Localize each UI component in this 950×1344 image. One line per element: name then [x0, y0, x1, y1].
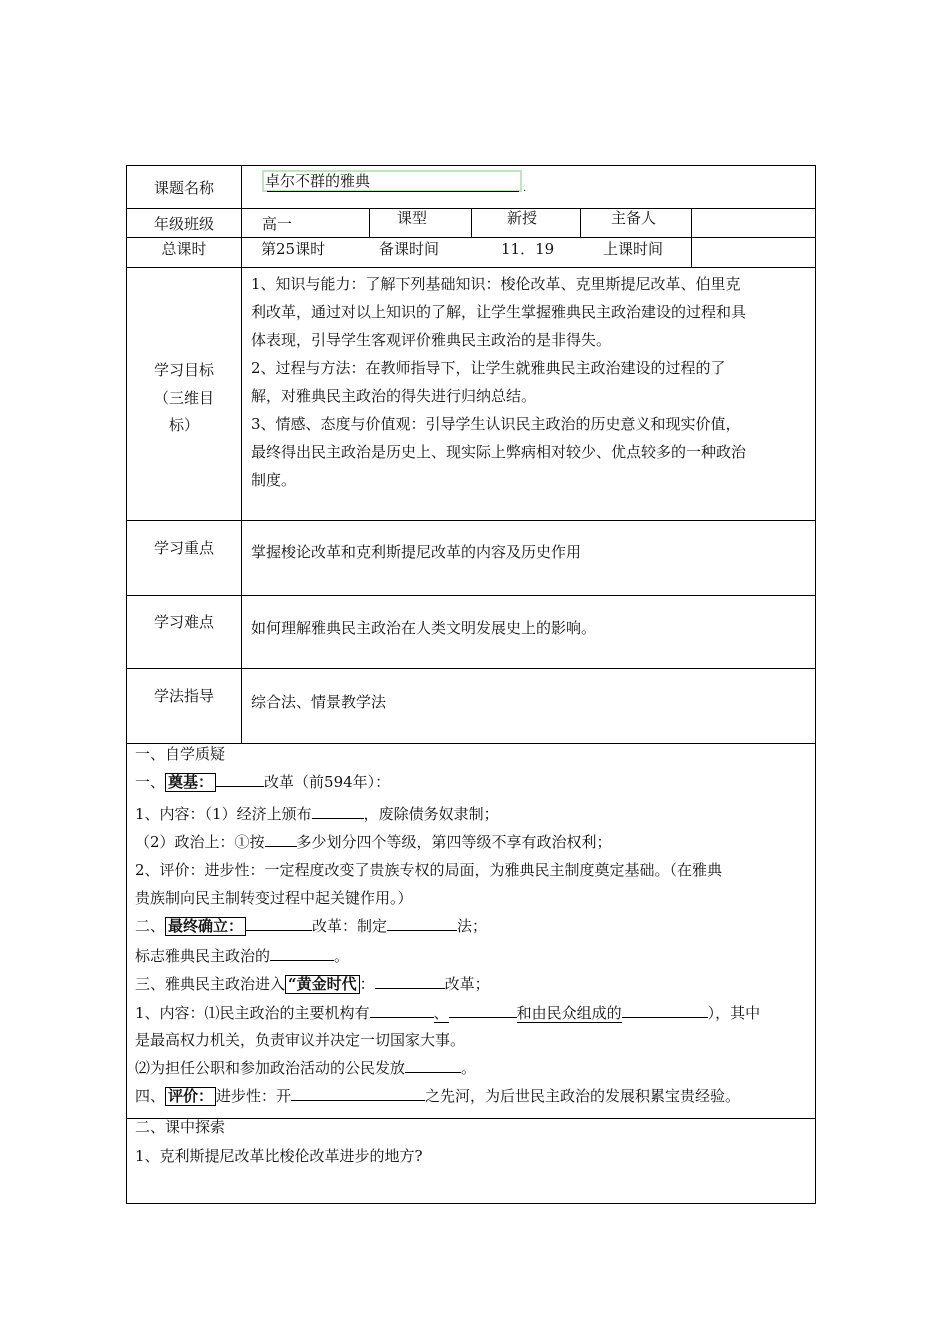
- column-divider: [580, 208, 581, 237]
- prep-time-label: 备课时间: [379, 240, 440, 258]
- total-label: 总课时: [161, 240, 207, 258]
- fill-blank[interactable]: [375, 974, 445, 989]
- topic-label: 课题名称: [153, 179, 214, 197]
- fill-blank[interactable]: [291, 1086, 425, 1101]
- fill-blank[interactable]: [405, 1058, 461, 1073]
- lesson-plan-table: [126, 165, 816, 1204]
- text-segment: 。: [334, 947, 350, 965]
- text-segment: 标志雅典民主政治的: [135, 947, 271, 965]
- method-label: 学法指导: [153, 687, 214, 705]
- item-suffix: 改革（前594年）：: [264, 773, 391, 791]
- text-segment: ⑵为担任公职和参加政治活动的公民发放: [135, 1059, 406, 1077]
- fill-blank[interactable]: [265, 832, 297, 847]
- goals-line: 最终得出民主政治是历史上、现实际上弊病相对较少、优点较多的一种政治: [251, 443, 747, 461]
- row-divider: [127, 520, 815, 521]
- goals-label: （三维目: [153, 389, 214, 407]
- goals-line: 体表现，引导学生客观评价雅典民主政治的是非得失。: [251, 331, 612, 349]
- fill-blank[interactable]: [370, 1003, 434, 1018]
- item-prefix: 三、雅典民主政治进入: [135, 975, 286, 993]
- self-study-content-line: [135, 1003, 760, 1023]
- column-divider: [241, 166, 242, 743]
- self-study-content-line: 是最高权力机关，负责审议并决定一切国家大事。: [135, 1031, 466, 1049]
- self-study-eval-line: 贵族制向民主制转变过程中起关键作用。）: [135, 889, 413, 907]
- explore-question: 1、克利斯提尼改革比梭伦改革进步的地方?: [135, 1147, 423, 1165]
- text-segment: ：: [359, 975, 375, 993]
- row-divider: [127, 595, 815, 596]
- fill-blank[interactable]: [449, 1003, 517, 1018]
- text-segment: ，废除债务奴隶制；: [363, 805, 499, 823]
- highlight-box: 评价：: [165, 1087, 216, 1106]
- row-divider: [127, 743, 815, 744]
- prep-time-value: 11．19: [501, 240, 555, 258]
- row-divider: [127, 668, 815, 669]
- self-study-heading: 一、自学质疑: [135, 745, 226, 763]
- class-time-label: 上课时间: [603, 240, 664, 258]
- row-divider: [127, 1118, 815, 1119]
- goals-line: 2、过程与方法：在教师指导下，让学生就雅典民主政治建设的过程的了: [251, 359, 726, 377]
- grade-label: 年级班级: [153, 215, 214, 233]
- self-study-pay-line: [135, 1058, 476, 1078]
- type-label: 课型: [397, 209, 428, 227]
- self-study-eval-line: 2、评价：进步性：一定程度改变了贵族专权的局面，为雅典民主制度奠定基础。（在雅典: [135, 861, 723, 879]
- goals-line: 解，对雅典民主政治的得失进行归纳总结。: [251, 387, 537, 405]
- text-segment: 和由民众组成的: [516, 1004, 622, 1022]
- goals-line: 制度。: [251, 471, 297, 489]
- preparer-label: 主备人: [611, 209, 657, 227]
- row-divider: [127, 237, 815, 238]
- item-prefix: 四、: [135, 1087, 166, 1105]
- text-segment: 多少划分四个等级，第四等级不享有政治权利；: [296, 833, 612, 851]
- column-divider: [471, 208, 472, 237]
- fill-blank[interactable]: [622, 1003, 708, 1018]
- column-divider: [691, 208, 692, 267]
- goals-line: 1、知识与能力：了解下列基础知识：梭伦改革、克里斯提尼改革、伯里克: [251, 275, 741, 293]
- goals-line: 3、情感、态度与价值观：引导学生认识民主政治的历史意义和现实价值，: [251, 415, 741, 433]
- text-segment: ），其中: [707, 1004, 761, 1022]
- key-point-label: 学习重点: [153, 539, 214, 557]
- method-value: 综合法、情景教学法: [251, 693, 387, 711]
- total-value: 第25课时: [261, 240, 326, 258]
- self-study-content-line: [135, 804, 499, 824]
- fill-blank[interactable]: [216, 772, 264, 787]
- row-divider: [127, 267, 815, 268]
- text-segment: 法；: [457, 917, 488, 935]
- fill-blank[interactable]: [246, 916, 312, 931]
- fill-blank[interactable]: [312, 804, 364, 819]
- highlight-box: “黄金时代: [285, 975, 360, 994]
- text-segment: （2）政治上：①按: [135, 833, 265, 851]
- topic-value: 卓尔不群的雅典: [265, 172, 371, 190]
- text-segment: 改革：制定: [312, 917, 388, 935]
- highlight-box: 最终确立：: [165, 917, 246, 936]
- topic-end-mark: .: [523, 183, 527, 194]
- self-study-politics-line: [135, 832, 612, 852]
- text-segment: 进步性：开: [216, 1087, 292, 1105]
- text-segment: 1、内容：（1）经济上颁布: [135, 805, 312, 823]
- difficulty-label: 学习难点: [153, 613, 214, 631]
- difficulty-value: 如何理解雅典民主政治在人类文明发展史上的影响。: [251, 619, 597, 637]
- goals-label: 学习目标: [153, 361, 214, 379]
- self-study-item-4: [135, 1086, 740, 1106]
- item-prefix: 一、: [135, 773, 166, 791]
- type-value: 新授: [507, 209, 538, 227]
- text-segment: 、: [433, 1004, 449, 1022]
- key-point-value: 掌握梭论改革和克利斯提尼改革的内容及历史作用: [251, 543, 582, 561]
- fill-blank[interactable]: [270, 946, 334, 961]
- item-prefix: 二、: [135, 917, 166, 935]
- text-segment: 。: [461, 1059, 477, 1077]
- explore-heading: 二、课中探索: [135, 1118, 226, 1136]
- text-segment: 改革；: [444, 975, 490, 993]
- goals-text: [251, 270, 811, 494]
- self-study-item-2: [135, 916, 487, 936]
- highlight-box: 奠基：: [165, 773, 216, 792]
- grade-value: 高一: [262, 215, 293, 233]
- self-study-item-1: [135, 772, 390, 792]
- self-study-mark-line: [135, 946, 349, 966]
- column-divider: [369, 208, 370, 237]
- goals-label: 标）: [168, 416, 199, 434]
- text-segment: 1、内容：⑴民主政治的主要机构有: [135, 1004, 370, 1022]
- self-study-item-3: [135, 974, 490, 994]
- topic-underline: [267, 191, 519, 192]
- text-segment: 之先河，为后世民主政治的发展积累宝贵经验。: [425, 1087, 741, 1105]
- fill-blank[interactable]: [387, 916, 457, 931]
- goals-line: 利改革，通过对以上知识的了解，让学生掌握雅典民主政治建设的过程和具: [251, 303, 747, 321]
